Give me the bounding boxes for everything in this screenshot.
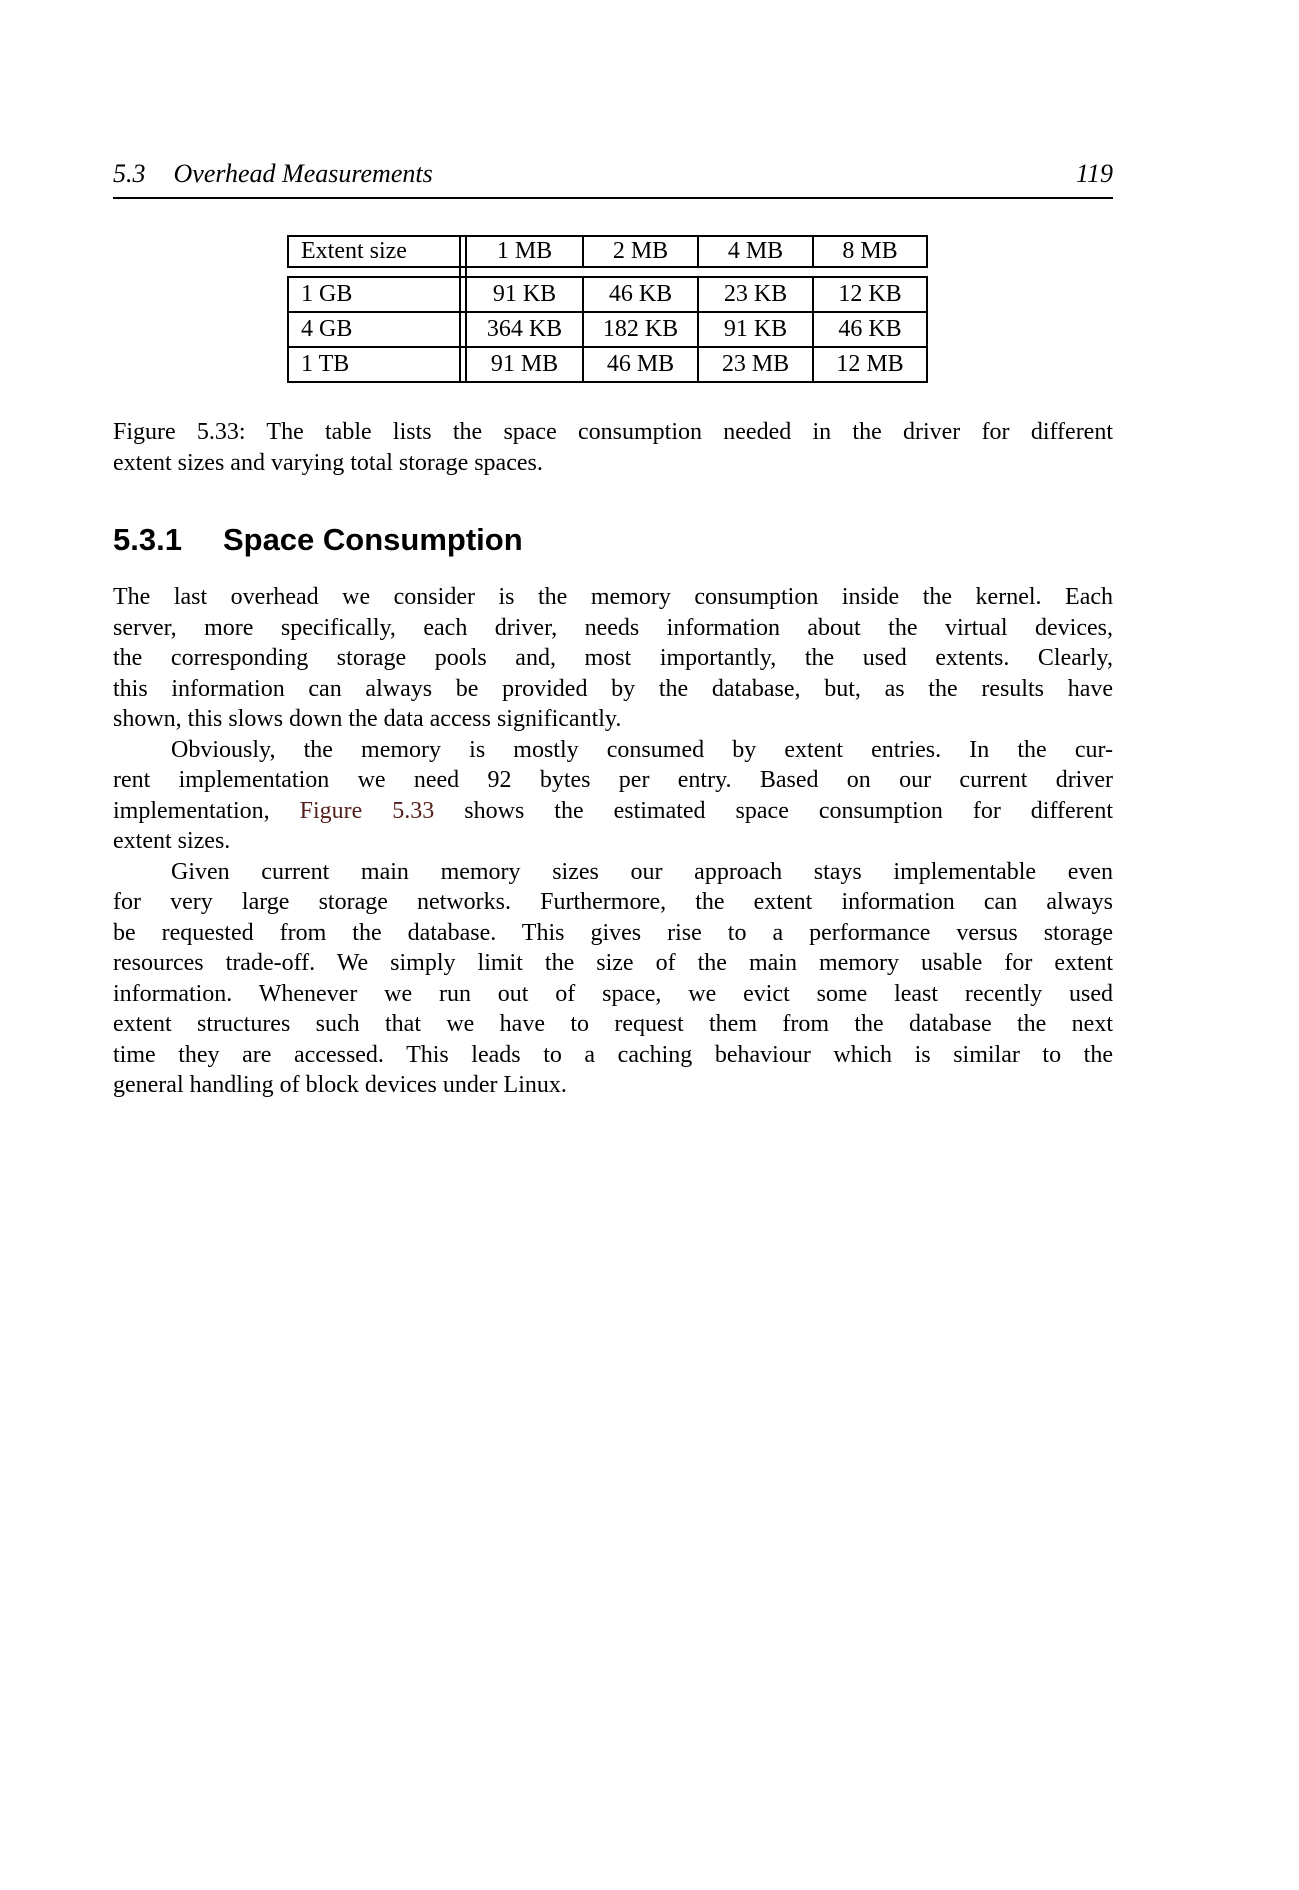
text-line [113,796,1113,827]
body-text [113,582,1113,1101]
text-line [113,857,1113,888]
table-cell: 46 MB [582,348,697,381]
text-line [113,887,1113,918]
table-cell: 12 MB [812,348,926,381]
figure-caption [113,417,1113,478]
table-cell: 91 MB [490,351,559,377]
text-segment: the corresponding storage pools and, most importantly, the used extents. Clearly, [113,645,1113,671]
table-header-cell: 1 MB [496,238,553,264]
paragraph [113,857,1113,1101]
table-header-row [287,235,928,268]
figure-5-33 [113,235,1113,478]
text-segment: The last overhead we consider is the memory consumption inside the kernel. Each [113,584,1113,610]
table-cell: 4 GB [301,316,353,342]
text-line [113,1070,1113,1101]
text-line [113,826,1113,857]
table-cell: 1 TB [301,351,350,377]
table-header-cell: 8 MB [812,237,926,266]
text-segment: resources trade-off. We simply limit the size of the main memory usable for extent [113,950,1113,976]
paragraph [113,735,1113,857]
text-line [113,735,1113,766]
text-segment: this information can always be provided by the database, but, as the results have [113,675,1113,702]
table-row [289,278,926,311]
running-head [113,158,1113,189]
table-header-cell: 4 MB [697,237,812,266]
text-segment: extent sizes. [113,828,231,854]
text-line [113,643,1113,674]
header-rule [113,197,1113,199]
text-line [113,1009,1113,1040]
table-cell: 91 KB [697,313,812,346]
table-cell: 1 GB [301,281,353,307]
text-segment: general handling of block devices under Linux. [113,1072,567,1098]
running-head-section-title: Overhead Measurements [173,159,433,188]
text-line [113,613,1113,644]
table-cell: 46 KB [582,278,697,311]
text-line [113,582,1113,613]
extent-size-table [287,235,928,383]
text-segment: server, more specifically, each driver, needs information about the virtual devices, [113,614,1113,641]
text-segment: shows the estimated space consumption for different [434,797,1113,824]
text-line [113,918,1113,949]
table-cell: 12 KB [812,278,926,311]
running-head-left [113,158,433,189]
table-row [289,346,926,381]
text-segment: extent structures such that we have to request them from the database the next [113,1011,1113,1037]
subsection-number: 5.3.1 [113,522,182,557]
text-line [113,1040,1113,1071]
table-cell: 23 MB [697,348,812,381]
table-header-cell: Extent size [301,238,407,264]
text-line [113,448,1113,479]
table-cell: 364 KB [486,316,563,342]
table-row [289,311,926,346]
table-cell: 91 KB [492,281,557,307]
text-segment: implementation, [113,797,300,824]
text-segment: for very large storage networks. Furthermore, the extent information can always [113,889,1113,915]
text-line [113,979,1113,1010]
text-segment: be requested from the database. This gives rise to a performance versus storage [113,919,1113,946]
table-cell: 182 KB [582,313,697,346]
figure-ref-link[interactable]: Figure 5.33 [299,797,435,824]
table-body [287,276,928,383]
text-line [113,417,1113,448]
text-segment: Given current main memory sizes our approach stays implementable even [171,858,1113,885]
text-line [113,704,1113,735]
table-cell: 46 KB [812,313,926,346]
text-segment: information. Whenever we run out of space, we evict some least recently used [113,980,1113,1007]
page-number: 119 [1075,159,1113,188]
paragraph [113,582,1113,735]
text-segment: Obviously, the memory is mostly consumed by extent entries. In the cur- [171,736,1113,763]
table-header-cell: 2 MB [582,237,697,266]
text-segment: shown, this slows down the data access significantly. [113,706,622,732]
text-segment: time they are accessed. This leads to a caching behaviour which is similar to the [113,1041,1113,1068]
subsection-title: Space Consumption [222,522,523,557]
table-cell: 23 KB [697,278,812,311]
text-line [113,674,1113,705]
text-segment: Figure 5.33: The table lists the space consumption needed in the driver for different [113,419,1113,445]
text-line [113,948,1113,979]
text-line [113,765,1113,796]
subsection-heading [113,522,1113,558]
text-segment: rent implementation we need 92 bytes per entry. Based on our current driver [113,767,1113,793]
text-segment: extent sizes and varying total storage spaces. [113,449,543,476]
running-head-section-number: 5.3 [113,159,146,188]
